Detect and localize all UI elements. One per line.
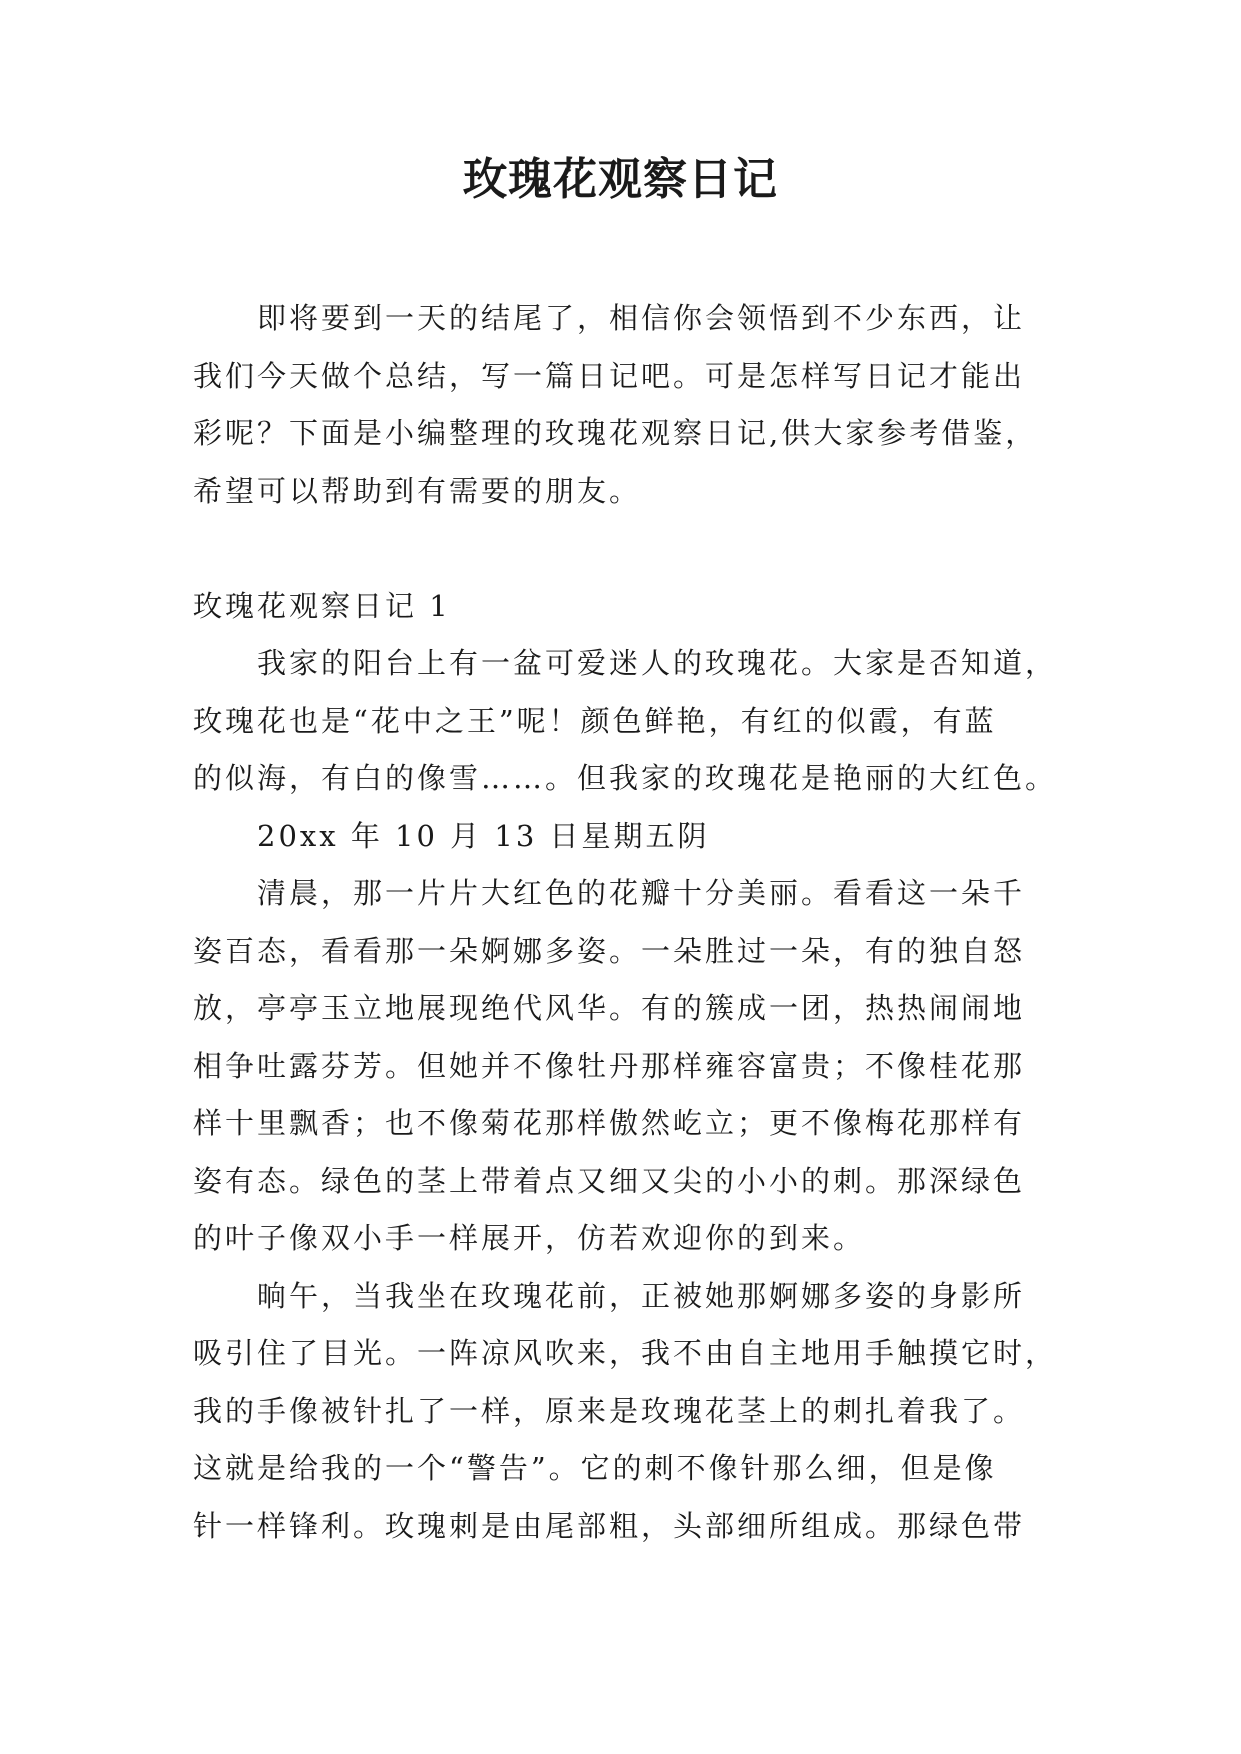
- text-line: 我的手像被针扎了一样，原来是玫瑰花茎上的刺扎着我了。: [193, 1393, 1026, 1428]
- text-line: 吸引住了目光。一阵凉风吹来，我不由自主地用手触摸它时，: [193, 1336, 1058, 1370]
- text-line: 即将要到一天的结尾了，相信你会领悟到不少东西，让: [257, 301, 1026, 335]
- text-line: 姿有态。绿色的茎上带着点又细又尖的小小的刺。那深绿色: [193, 1163, 1026, 1198]
- text-line: 希望可以帮助到有需要的朋友。: [193, 473, 642, 508]
- text-line: 相争吐露芬芳。但她并不像牡丹那样雍容富贵；不像桂花那: [193, 1048, 1026, 1083]
- section-heading: 玫瑰花观察日记 1: [193, 588, 451, 623]
- text-line: 清晨，那一片片大红色的花瓣十分美丽。看看这一朵千: [257, 876, 1026, 910]
- text-line: 放，亭亭玉立地展现绝代风华。有的簇成一团，热热闹闹地: [193, 991, 1026, 1025]
- text-line: 彩呢？下面是小编整理的玫瑰花观察日记,供大家参考借鉴，: [193, 416, 1038, 450]
- text-line: 样十里飘香；也不像菊花那样傲然屹立；更不像梅花那样有: [193, 1106, 1026, 1140]
- text-line: 针一样锋利。玫瑰刺是由尾部粗，头部细所组成。那绿色带: [193, 1508, 1026, 1543]
- text-line: 姿百态，看看那一朵婀娜多姿。一朵胜过一朵，有的独自怒: [193, 933, 1026, 968]
- text-line: 我们今天做个总结，写一篇日记吧。可是怎样写日记才能出: [193, 358, 1026, 393]
- paragraph-1: [193, 635, 1073, 808]
- date-line: 20xx 年 10 月 13 日星期五阴: [257, 818, 710, 853]
- paragraph-spacer: [193, 520, 1073, 578]
- text-line: 玫瑰花也是“花中之王”呢！颜色鲜艳，有红的似霞，有蓝: [193, 703, 997, 738]
- text-line: 晌午，当我坐在玫瑰花前，正被她那婀娜多姿的身影所: [257, 1278, 1026, 1313]
- paragraph-3: [193, 1268, 1073, 1556]
- text-line: 我家的阳台上有一盆可爱迷人的玫瑰花。大家是否知道，: [257, 646, 1058, 680]
- paragraph-2: [193, 865, 1073, 1268]
- intro-paragraph: [193, 290, 1073, 520]
- document-body: [193, 290, 1073, 1555]
- document-title: 玫瑰花观察日记: [463, 154, 778, 205]
- text-line: 的似海，有白的像雪……。但我家的玫瑰花是艳丽的大红色。: [193, 761, 1058, 795]
- text-line: 这就是给我的一个“警告”。它的刺不像针那么细，但是像: [193, 1451, 997, 1485]
- text-line: 的叶子像双小手一样展开，仿若欢迎你的到来。: [193, 1221, 866, 1255]
